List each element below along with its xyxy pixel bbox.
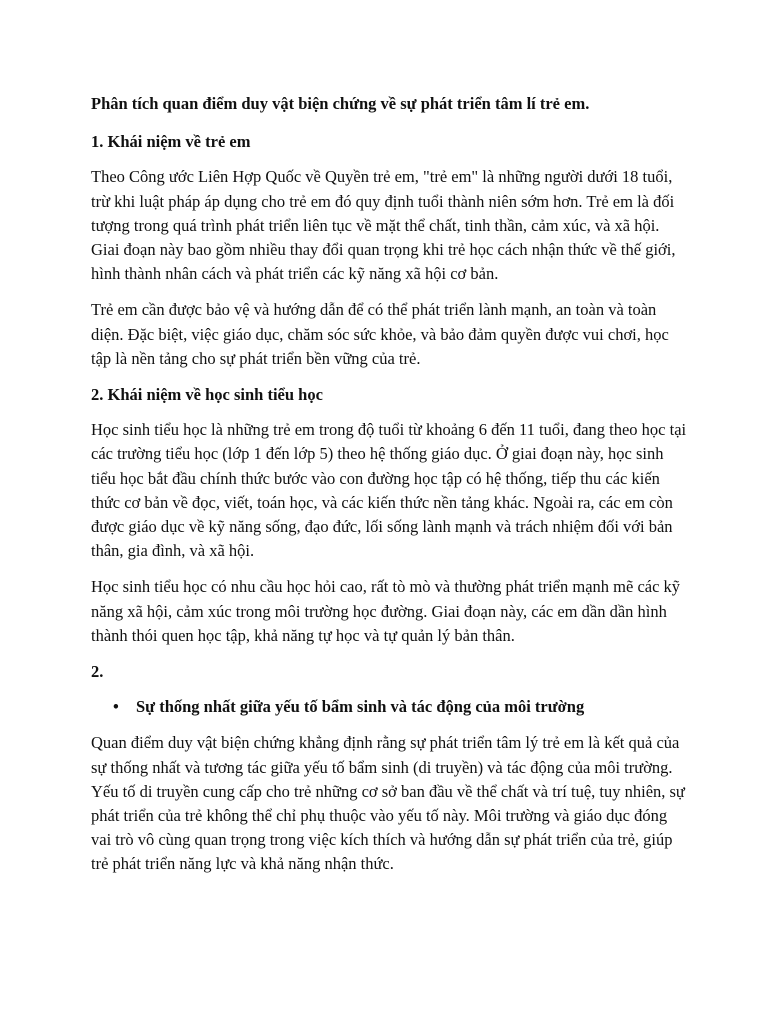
- paragraph: Học sinh tiểu học có nhu cầu học hỏi cao, rất tò mò và thường phát triển mạnh mẽ các kỹ năng xã hội, cảm xúc trong môi trường học đường. Giai đoạn này, các em dần dần hình thành thói quen học tập, khả năng tự học và tự quản lý bản thân.: [91, 577, 681, 645]
- bullet-dot-icon: •: [113, 697, 119, 717]
- bullet-item: [91, 695, 691, 719]
- paragraph: Học sinh tiểu học là những trẻ em trong độ tuổi từ khoảng 6 đến 11 tuổi, đang theo học tại các trường tiểu học (lớp 1 đến lớp 5) theo hệ thống giáo dục. Ở giai đoạn này, học sinh tiểu học bắt đầu chính thức bước vào con đường học tập có hệ thống, tiếp thu các kiến thức cơ bản về đọc, viết, toán học, và các kiến thức nền tảng khác. Ngoài ra, các em còn được giáo dục về kỹ năng sống, đạo đức, lối sống lành mạnh và trách nhiệm đối với bản thân, gia đình, và xã hội.: [91, 420, 687, 561]
- paragraph: Trẻ em cần được bảo vệ và hướng dẫn để có thể phát triển lành mạnh, an toàn và toàn diện. Đặc biệt, việc giáo dục, chăm sóc sức khỏe, và bảo đảm quyền được vui chơi, học tập là nền tảng cho sự phát triển bền vững của trẻ.: [91, 300, 669, 368]
- bullet-text: Sự thống nhất giữa yếu tố bẩm sinh và tác động của môi trường: [136, 697, 585, 717]
- section-heading-primary-student-concept: 2. Khái niệm về học sinh tiểu học: [91, 385, 323, 405]
- section-heading-number: 2.: [91, 662, 104, 682]
- bullet-list: [91, 695, 691, 719]
- document-title: Phân tích quan điểm duy vật biện chứng về sự phát triển tâm lí trẻ em.: [91, 94, 590, 113]
- paragraph: Quan điểm duy vật biện chứng khẳng định rằng sự phát triển tâm lý trẻ em là kết quả của sự thống nhất và tương tác giữa yếu tố bẩm sinh (di truyền) và tác động của môi trường. Yếu tố di truyền cung cấp cho trẻ những cơ sở ban đầu về thể chất và trí tuệ, tuy nhiên, sự phát triển của trẻ không thể chỉ phụ thuộc vào yếu tố này. Môi trường và giáo dục đóng vai trò vô cùng quan trọng trong việc kích thích và hướng dẫn sự phát triển của trẻ, giúp trẻ phát triển năng lực và khả năng nhận thức.: [91, 733, 685, 874]
- document-page: [91, 92, 691, 889]
- paragraph: Theo Công ước Liên Hợp Quốc về Quyền trẻ em, "trẻ em" là những người dưới 18 tuổi, trừ khi luật pháp áp dụng cho trẻ em đó quy định tuổi thành niên sớm hơn. Trẻ em là đối tượng trong quá trình phát triển liên tục về mặt thể chất, tinh thần, cảm xúc, và xã hội. Giai đoạn này bao gồm nhiều thay đổi quan trọng khi trẻ học cách nhận thức về thế giới, hình thành nhân cách và phát triển các kỹ năng xã hội cơ bản.: [91, 167, 676, 284]
- section-heading-child-concept: 1. Khái niệm về trẻ em: [91, 132, 251, 152]
